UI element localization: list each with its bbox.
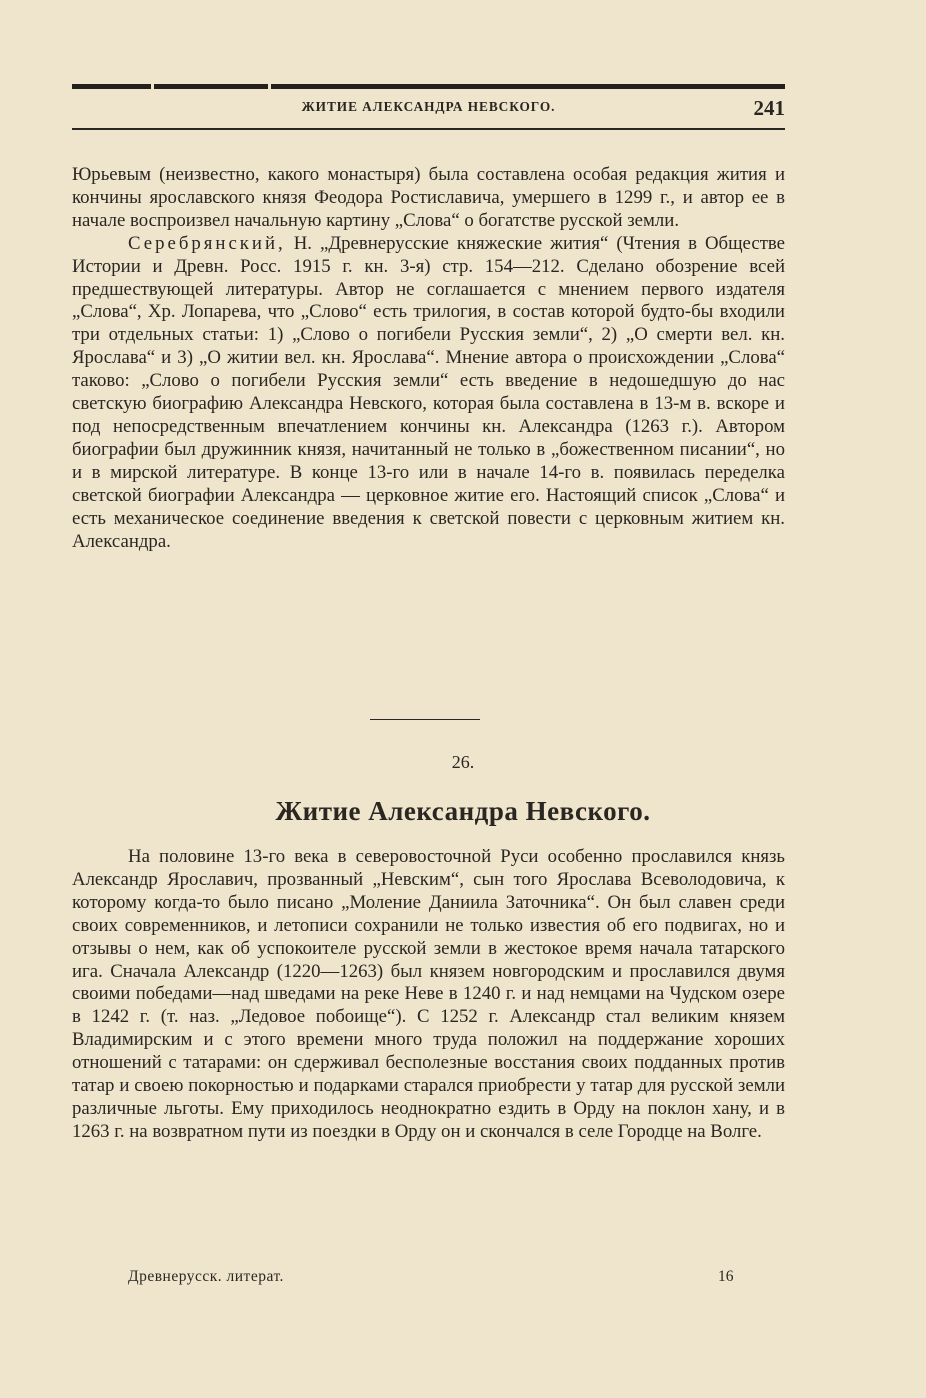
header-rule-gap bbox=[151, 84, 154, 89]
page-number: 241 bbox=[753, 96, 785, 120]
paragraph bbox=[72, 233, 785, 554]
footer-signature: Древнерусск. литерат. bbox=[128, 1268, 284, 1285]
paragraph: На половине 13-го века в северовосточной Руси особенно прославился князь Александр Ярославич, прозванный „Невским“, сын того Ярослава Всеволодовича, к которому когда-то было писано „Моление Даниила Заточника“. Он был славен среди своих современников, и летописи сохранили не только известия об его подвигах, но и отзывы о нем, как об успокоителе русской земли в жестокое время начала татарского ига. Сначала Александр (1220—1263) был князем новгородским и прославился двумя своими победами—над шведами на реке Неве в 1240 г. и над немцами на Чудском озере в 1242 г. (т. наз. „Ледовое побоище“). С 1252 г. Александр стал великим князем Владимирским и с этого времени много труда положил на поддержание хороших отношений с татарами: он сдерживал бесполезные восстания своих подданных против татар и своею покорностью и подарками старался приобрести у татар для русской земли различные льготы. Ему приходилось неоднократно ездить в Орду на поклон хану, и в 1263 г. на возвратном пути из поездки в Орду он и скончался в селе Городце на Волге. bbox=[72, 846, 785, 1142]
section-divider bbox=[370, 719, 480, 720]
running-header bbox=[72, 96, 785, 124]
footer-sheet-number: 16 bbox=[718, 1268, 734, 1285]
bibliography-text bbox=[72, 164, 785, 553]
section-number: 26. bbox=[451, 752, 475, 772]
section-body bbox=[72, 846, 785, 1144]
header-rule-thick bbox=[72, 84, 785, 89]
author-name: Серебрянский, bbox=[128, 232, 286, 254]
paragraph-text: Н. „Древнерусские княжеские жития“ (Чтения в Обществе Истории и Древн. Росс. 1915 г. кн. 3-я) стр. 154—212. Сделано обозрение всей предшествующей литературы. Автор не соглашается с мнением первого издателя „Слова“, Хр. Лопарева, что „Слово“ есть трилогия, в состав которой будто-бы входили три отдельных статьи: 1) „Слово о погибели Русския земли“, 2) „О смерти вел. кн. Ярослава“ и 3) „О житии вел. кн. Ярослава“. Мнение автора о происхождении „Слова“ таково: „Слово о погибели Русския земли“ есть введение в недошедшую до нас светскую биографию Александра Невского, которая была составлена в 13-м в. вскоре и под непосредственным впечатлением кончины кн. Александра (1263 г.). Автором биографии был дружинник князя, начитанный не только в „божественном писании“, но и в мирской литературе. В конце 13-го или в начале 14-го в. появилась переделка светской биографии Александра — церковное житие его. Настоящий список „Слова“ и есть механическое соединение введения к светской повести с церковным житием кн. Александра. bbox=[72, 232, 785, 552]
running-title: ЖИТИЕ АЛЕКСАНДРА НЕВСКОГО. bbox=[301, 100, 556, 115]
section-title: Житие Александра Невского. bbox=[275, 796, 651, 826]
header-rule-thin bbox=[72, 128, 785, 130]
header-rule-gap bbox=[268, 84, 271, 89]
paragraph: Юрьевым (неизвестно, какого монастыря) была составлена особая редакция жития и кончины ярославского князя Феодора Ростиславича, умершего в 1299 г., и автор ее в начале воспроизвел начальную картину „Слова“ о богатстве русской земли. bbox=[72, 164, 785, 231]
